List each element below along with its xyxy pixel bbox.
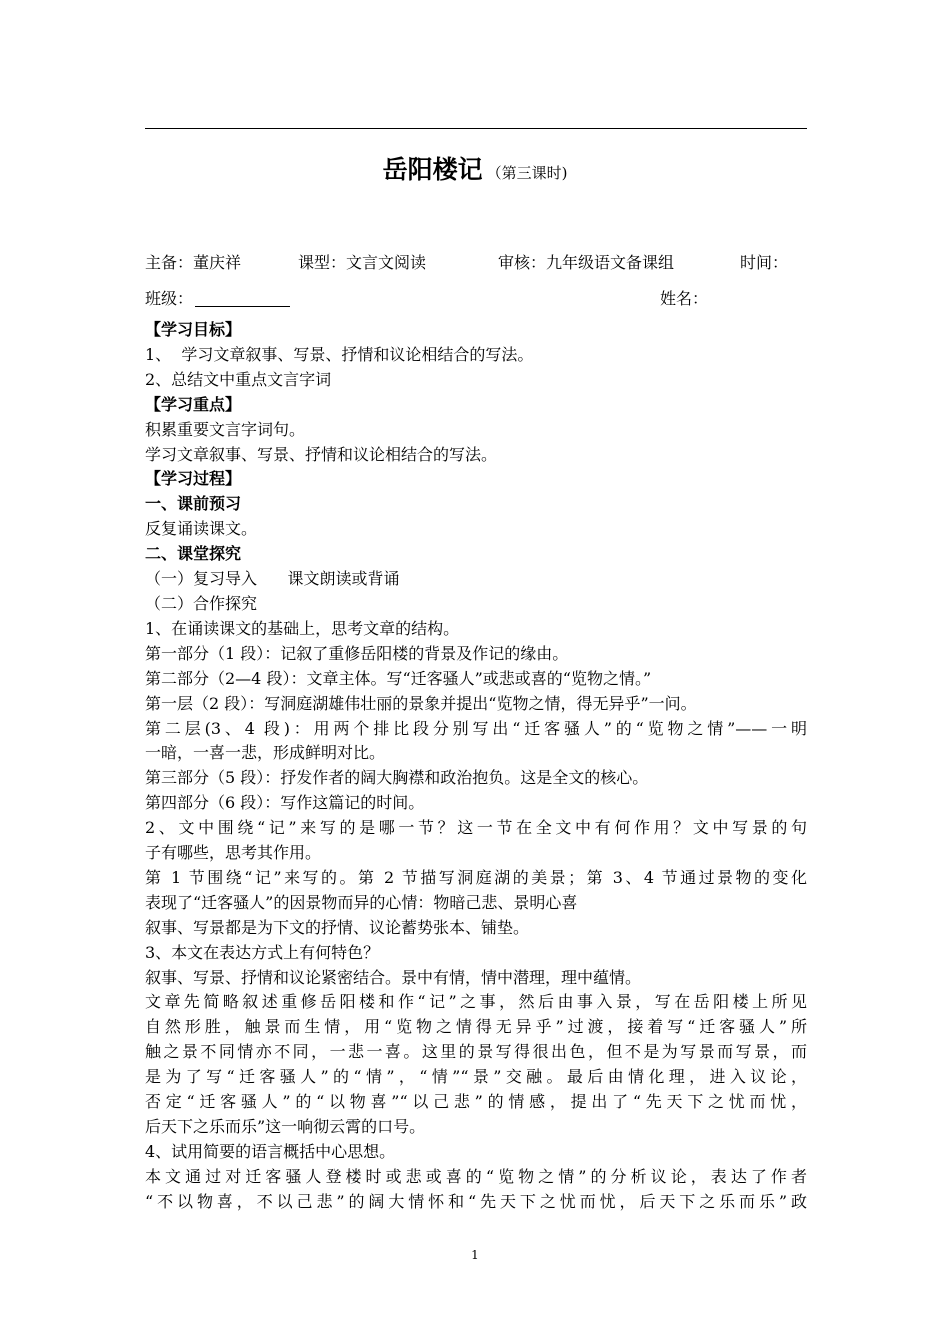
meta-type: 课型：文言文阅读 — [298, 253, 427, 272]
text-line: 表现了“迁客骚人”的因景物而异的心情：物暗己悲、景明心喜 — [145, 892, 578, 912]
meta-review: 审核：九年级语文备课组 — [498, 253, 675, 272]
document-body — [145, 318, 807, 1215]
meta-time: 时间： — [740, 253, 789, 272]
heading-line: 二、课堂探究 — [145, 544, 242, 564]
title-sub: （第三课时) — [486, 164, 568, 182]
meta-name: 姓名： — [660, 289, 709, 308]
text-line: 2、文中围绕“记”来写的是哪一节？这一节在全文中有何作用？文中写景的句 — [145, 818, 807, 838]
text-line: 一暗，一喜一悲，形成鲜明对比。 — [145, 743, 386, 763]
text-line: 积累重要文言字词句。 — [145, 419, 306, 439]
text-line: 第四部分（6 段）：写作这篇记的时间。 — [145, 793, 425, 813]
heading-line: 【学习目标】 — [145, 320, 242, 339]
text-line: 第一层（2 段）：写洞庭湖雄伟壮丽的景象并提出“览物之情，得无异乎”一问。 — [145, 693, 697, 713]
text-line: 第二部分（2—4 段）：文章主体。写“迁客骚人”或悲或喜的“览物之情。” — [145, 668, 652, 688]
heading-line: 【学习重点】 — [145, 394, 242, 414]
class-label: 班级： — [145, 289, 194, 308]
text-line: 触之景不同情亦不同，一悲一喜。这里的景写得很出色，但不是为写景而写景，而 — [145, 1042, 807, 1062]
text-line: “不以物喜，不以己悲”的阔大情怀和“先天下之忧而忧，后天下之乐而乐”政 — [145, 1191, 807, 1211]
text-line: 后天下之乐而乐”这一响彻云霄的口号。 — [145, 1117, 426, 1136]
text-line: 学习文章叙事、写景、抒情和议论相结合的写法。 — [145, 444, 498, 464]
text-line: 自然形胜，触景而生情，用“览物之情得无异乎”过渡，接着写“迁客骚人”所 — [145, 1017, 807, 1037]
text-line: （一）复习导入 课文朗读或背诵 — [145, 569, 400, 589]
text-line: 是为了写“迁客骚人”的“情”，“情”“景”交融。最后由情化理，进入议论， — [145, 1067, 807, 1087]
text-line: 反复诵读课文。 — [145, 519, 258, 539]
text-line: 第二层(3、4 段)：用两个排比段分别写出“迁客骚人”的“览物之情”——一明 — [145, 718, 807, 738]
text-line: 叙事、写景都是为下文的抒情、议论蓄势张本、铺垫。 — [145, 917, 530, 937]
text-line: 1、 学习文章叙事、写景、抒情和议论相结合的写法。 — [145, 344, 534, 364]
text-line: 文章先简略叙述重修岳阳楼和作“记”之事，然后由事入景，写在岳阳楼上所见 — [145, 992, 807, 1012]
text-line: 第 1 节围绕“记”来写的。第 2 节描写洞庭湖的美景；第 3、4 节通过景物的变化 — [145, 867, 807, 887]
text-line: 1、在诵读课文的基础上，思考文章的结构。 — [145, 618, 460, 638]
text-line: 子有哪些，思考其作用。 — [145, 843, 322, 863]
header-rule — [145, 128, 807, 129]
text-line: 叙事、写景、抒情和议论紧密结合。景中有情，情中潜理，理中蕴情。 — [145, 967, 642, 987]
document-title — [0, 150, 950, 186]
text-line: 否定“迁客骚人”的“以物喜”“以己悲”的情感，提出了“先天下之忧而忧， — [145, 1092, 807, 1112]
page-number: 1 — [471, 1248, 479, 1262]
title-main: 岳阳楼记 — [382, 155, 483, 184]
class-blank[interactable] — [195, 290, 290, 307]
text-line: （二）合作探究 — [145, 593, 258, 613]
text-line: 2、总结文中重点文言字词 — [145, 369, 332, 389]
text-line: 第一部分（1 段）：记叙了重修岳阳楼的背景及作记的缘由。 — [145, 643, 569, 663]
text-line: 本文通过对迁客骚人登楼时或悲或喜的“览物之情”的分析议论，表达了作者 — [145, 1166, 807, 1186]
text-line: 4、试用简要的语言概括中心思想。 — [145, 1141, 396, 1161]
heading-line: 一、课前预习 — [145, 494, 242, 514]
meta-class — [145, 286, 290, 309]
text-line: 3、本文在表达方式上有何特色？ — [145, 942, 380, 962]
heading-line: 【学习过程】 — [145, 469, 242, 489]
text-line: 第三部分（5 段）：抒发作者的阔大胸襟和政治抱负。这是全文的核心。 — [145, 768, 649, 788]
meta-author: 主备：董庆祥 — [145, 253, 242, 272]
